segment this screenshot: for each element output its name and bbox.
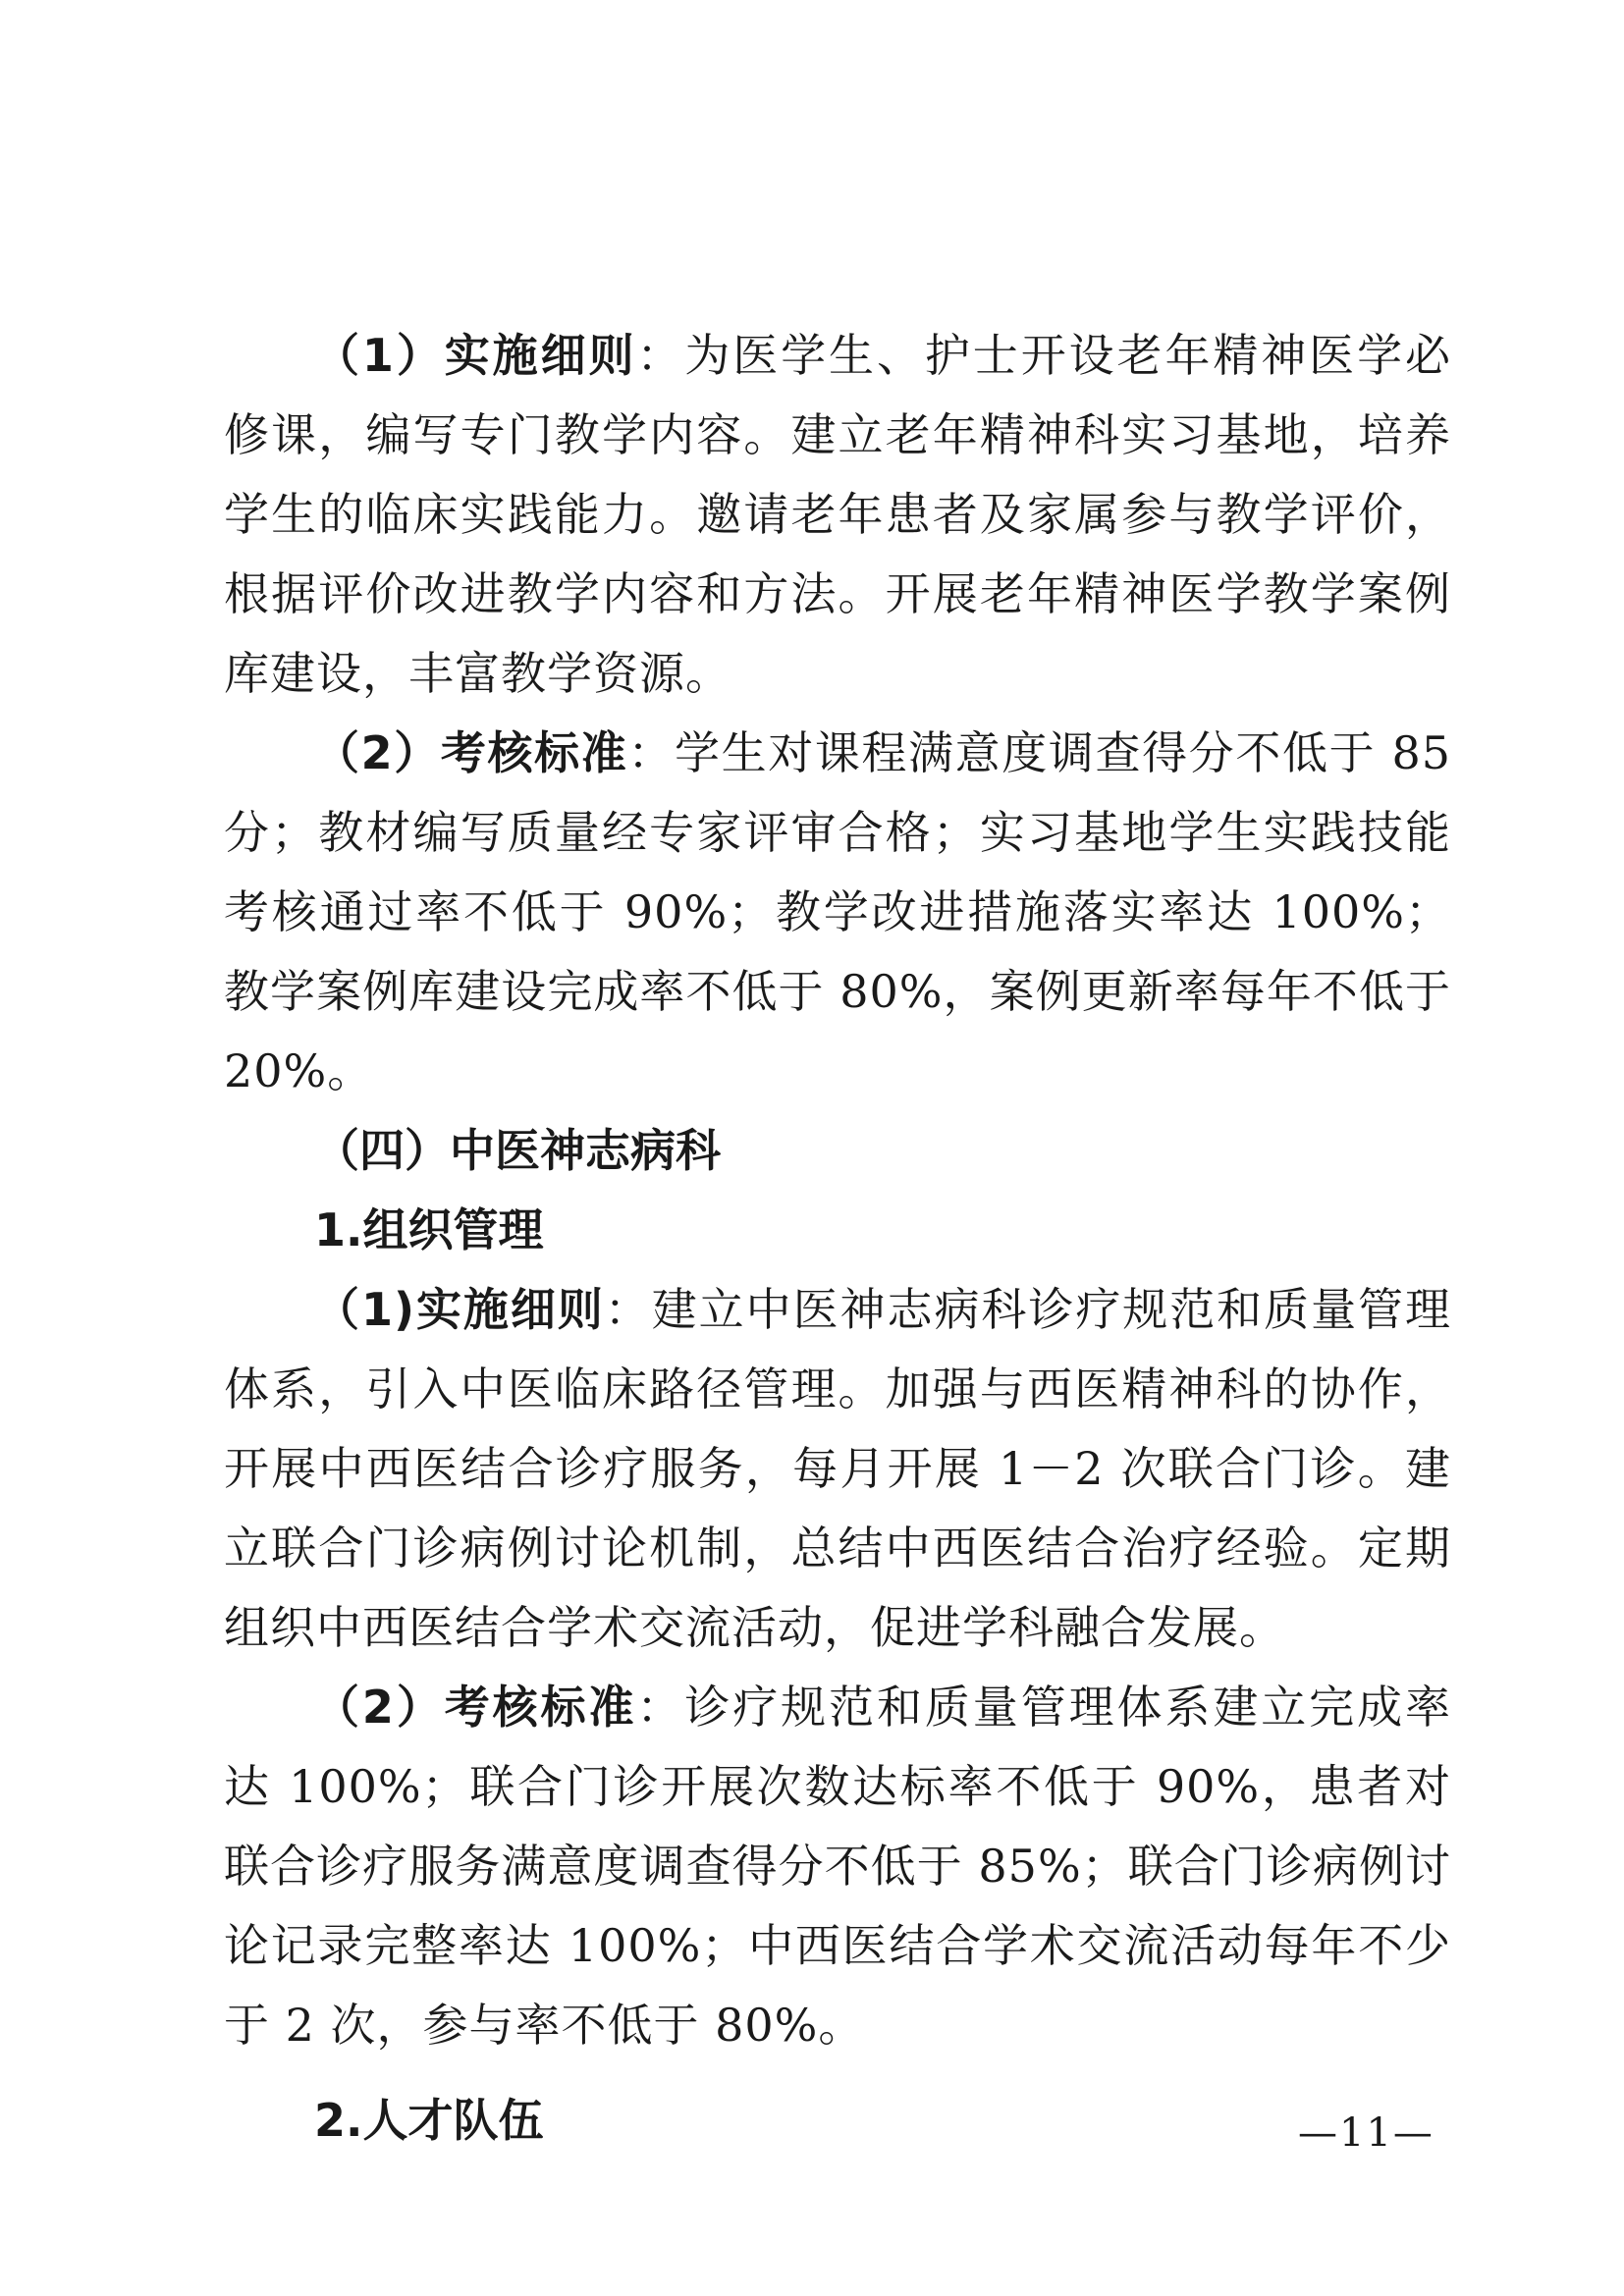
paragraph-text: ：建立中医神志病科诊疗规范和质量管理体系，引入中医临床路径管理。加强与西医精神科的协作，开展中西医结合诊疗服务，每月开展 1－2 次联合门诊。建立联合门诊病例讨论机制，总结中西医结合治疗经验。定期组织中西医结合学术交流活动，促进学科融合发展。	[224, 1283, 1452, 1654]
paragraph-lead: （2）考核标准	[314, 1681, 637, 1734]
paragraph-implementation-rules-2	[224, 1270, 1451, 1668]
paragraph-text: ：学生对课程满意度调查得分不低于 85 分；教材编写质量经专家评审合格；实习基地学生实践技能考核通过率不低于 90%；教学改进措施落实率达 100%；教学案例库建设完成率不低于 80%，案例更新率每年不低于 20%。	[224, 726, 1452, 1097]
subsection-heading-talent: 2.人才队伍	[314, 2094, 544, 2147]
paragraph-assessment-standards	[224, 714, 1451, 1111]
document-body	[224, 316, 1451, 2161]
paragraph-assessment-standards-2	[224, 1668, 1451, 2065]
paragraph-lead: （1）实施细则	[314, 329, 637, 382]
paragraph-lead: （2）考核标准	[314, 726, 628, 779]
section-heading: （四）中医神志病科	[314, 1124, 721, 1177]
paragraph-text: ：诊疗规范和质量管理体系建立完成率达 100%；联合门诊开展次数达标率不低于 90%，患者对联合诊疗服务满意度调查得分不低于 85%；联合门诊病例讨论记录完整率达 100%；中西医结合学术交流活动每年不少于 2 次，参与率不低于 80%。	[224, 1681, 1452, 2052]
subsection-heading-organization: 1.组织管理	[314, 1203, 544, 1256]
paragraph-text: ：为医学生、护士开设老年精神医学必修课，编写专门教学内容。建立老年精神科实习基地，培养学生的临床实践能力。邀请老年患者及家属参与教学评价，根据评价改进教学内容和方法。开展老年精神医学教学案例库建设，丰富教学资源。	[224, 329, 1452, 700]
paragraph-implementation-rules	[224, 316, 1451, 714]
paragraph-lead: （1)实施细则	[314, 1283, 605, 1336]
page-number: —11—	[1298, 2110, 1435, 2156]
